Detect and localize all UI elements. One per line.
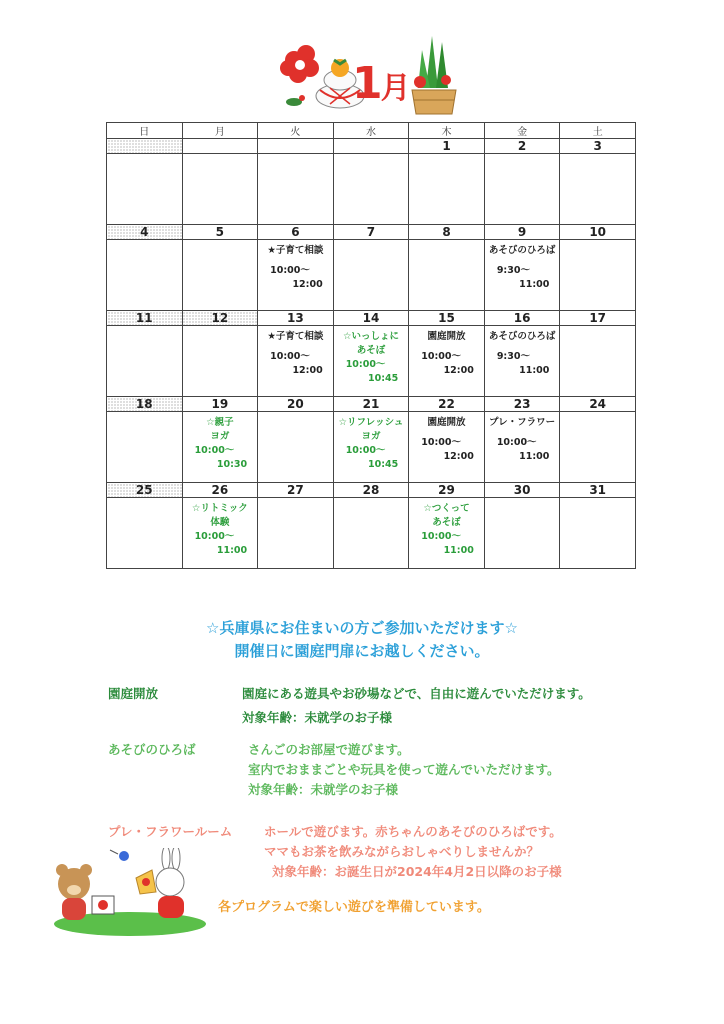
month-title: 1月 (352, 58, 409, 109)
date-cell: 15 (409, 311, 485, 326)
event-name: ☆親子 ヨガ (206, 417, 234, 442)
date-cell: 25 (107, 483, 183, 498)
calendar-event (409, 498, 484, 558)
calendar-event (183, 412, 258, 472)
date-cell: 9 (484, 225, 560, 240)
event-cell (258, 240, 334, 311)
date-cell: 10 (560, 225, 636, 240)
date-cell: 12 (182, 311, 258, 326)
event-cell (182, 412, 258, 483)
program-desc-hiroba-2: 室内でおままごとや玩具を使って遊んでいただけます。 (248, 762, 560, 777)
weekday-header-row (107, 123, 636, 139)
event-cell (182, 498, 258, 569)
event-cell (484, 240, 560, 311)
weekday-label: 土 (560, 123, 636, 139)
leaves-icon (286, 95, 305, 106)
date-cell: 24 (560, 397, 636, 412)
event-start-time: 10:00〜 (421, 351, 461, 362)
event-end-time: 12:00 (443, 365, 474, 376)
rabbit-icon (156, 848, 184, 918)
calendar-event (258, 326, 333, 378)
event-cell (560, 240, 636, 311)
date-cell (107, 139, 183, 154)
event-cell (258, 412, 334, 483)
event-cell (258, 326, 334, 397)
date-cell: 21 (333, 397, 409, 412)
fan-icon (136, 870, 156, 894)
weekday-label: 日 (107, 123, 183, 139)
date-cell: 19 (182, 397, 258, 412)
program-age-garden: 対象年齢：未就学のお子様 (242, 710, 393, 725)
weekday-label: 水 (333, 123, 409, 139)
event-cell (560, 412, 636, 483)
date-cell: 30 (484, 483, 560, 498)
event-end-time: 12:00 (292, 279, 323, 290)
date-cell (333, 139, 409, 154)
event-name: ☆リフレッシュ ヨガ (338, 417, 404, 442)
event-name: ☆リトミック 体験 (191, 503, 248, 528)
calendar-event (485, 326, 560, 378)
event-cell (333, 498, 409, 569)
event-row (107, 498, 636, 569)
notice-line-2: 開催日に園庭門扉にお越しください。 (234, 642, 490, 660)
event-cell (107, 154, 183, 225)
event-start-time: 10:00〜 (496, 437, 537, 448)
event-cell (333, 240, 409, 311)
program-desc-pre-1: ホールで遊びます。赤ちゃんのあそびのひろばです。 (264, 824, 562, 839)
event-end-time: 11:00 (443, 545, 474, 556)
event-end-time: 11:00 (519, 365, 550, 376)
event-name: ★子育て相談 (267, 245, 324, 256)
date-cell: 23 (484, 397, 560, 412)
event-row (107, 154, 636, 225)
calendar-event (334, 326, 409, 386)
event-name: 園庭開放 (427, 417, 466, 428)
event-start-time: 9:30〜 (496, 265, 530, 276)
date-cell: 22 (409, 397, 485, 412)
date-cell (182, 139, 258, 154)
event-end-time: 11:00 (519, 279, 550, 290)
kite-icon (92, 896, 114, 914)
calendar-event (409, 326, 484, 378)
event-cell (560, 326, 636, 397)
event-end-time: 11:00 (519, 451, 550, 462)
event-cell (484, 498, 560, 569)
event-cell (484, 154, 560, 225)
date-cell: 7 (333, 225, 409, 240)
event-cell (409, 154, 485, 225)
date-row (107, 139, 636, 154)
event-cell (333, 154, 409, 225)
plum-flower-icon (280, 45, 319, 83)
date-cell: 20 (258, 397, 334, 412)
event-cell (107, 498, 183, 569)
event-name: 園庭開放 (427, 331, 466, 342)
calendar-event (409, 412, 484, 464)
event-cell (182, 154, 258, 225)
bear-rabbit-illustration (48, 848, 208, 938)
event-cell (484, 412, 560, 483)
event-name: ☆いっしょに あそぼ (342, 331, 399, 356)
date-cell: 6 (258, 225, 334, 240)
bear-icon (56, 864, 92, 920)
event-start-time: 10:00〜 (421, 437, 461, 448)
event-start-time: 10:00〜 (194, 445, 235, 456)
program-desc-hiroba-1: さんごのお部屋で遊びます。 (248, 742, 410, 757)
date-cell: 8 (409, 225, 485, 240)
program-desc-garden: 園庭にある遊具やお砂場などで、自由に遊んでいただけます。 (242, 686, 591, 701)
program-age-hiroba: 対象年齢：未就学のお子様 (248, 782, 399, 797)
event-end-time: 12:00 (292, 365, 323, 376)
calendar-event (183, 498, 258, 558)
spinning-top-icon (110, 850, 129, 861)
weekday-label: 月 (182, 123, 258, 139)
date-cell: 11 (107, 311, 183, 326)
date-cell (258, 139, 334, 154)
calendar-event (334, 412, 409, 472)
event-cell (107, 412, 183, 483)
event-start-time: 10:00〜 (421, 531, 461, 542)
event-cell (258, 498, 334, 569)
program-label-hiroba: あそびのひろば (108, 742, 196, 757)
date-cell: 29 (409, 483, 485, 498)
date-cell: 26 (182, 483, 258, 498)
event-start-time: 10:00〜 (270, 351, 310, 362)
event-name: ★子育て相談 (267, 331, 324, 342)
program-label-pre: プレ・フラワールーム (108, 824, 233, 839)
date-cell: 16 (484, 311, 560, 326)
date-cell: 18 (107, 397, 183, 412)
event-name: ☆つくって あそぼ (423, 503, 470, 528)
program-desc-pre-2: ママもお茶を飲みながらおしゃべりしませんか？ (264, 844, 540, 859)
date-row (107, 225, 636, 240)
date-cell: 3 (560, 139, 636, 154)
event-name: あそびのひろば (488, 331, 556, 342)
closing-message: 各プログラムで楽しい遊びを準備しています。 (218, 900, 490, 915)
weekday-label: 金 (484, 123, 560, 139)
date-row (107, 483, 636, 498)
event-end-time: 10:45 (368, 373, 399, 384)
event-start-time: 10:00〜 (345, 445, 386, 456)
calendar-event (485, 412, 560, 464)
event-end-time: 10:30 (216, 459, 248, 470)
event-cell (409, 498, 485, 569)
event-cell (409, 240, 485, 311)
calendar-event (485, 240, 560, 292)
date-cell: 14 (333, 311, 409, 326)
event-start-time: 9:30〜 (496, 351, 530, 362)
calendar-table (106, 122, 636, 569)
event-end-time: 12:00 (443, 451, 474, 462)
calendar-event (258, 240, 333, 292)
date-cell: 17 (560, 311, 636, 326)
program-age-pre: 対象年齢：お誕生日が2024年4月2日以降のお子様 (272, 864, 562, 879)
event-cell (560, 154, 636, 225)
event-cell (333, 326, 409, 397)
event-cell (182, 240, 258, 311)
event-start-time: 10:00〜 (194, 531, 235, 542)
event-cell (258, 154, 334, 225)
date-row (107, 397, 636, 412)
event-cell (333, 412, 409, 483)
kadomatsu-icon (412, 36, 456, 114)
event-cell (182, 326, 258, 397)
weekday-label: 木 (409, 123, 485, 139)
date-cell: 4 (107, 225, 183, 240)
notice-line-1: ☆兵庫県にお住まいの方ご参加いただけます☆ (206, 619, 518, 637)
event-name: あそびのひろば (488, 245, 556, 256)
event-start-time: 10:00〜 (345, 359, 386, 370)
event-cell (107, 240, 183, 311)
date-row (107, 311, 636, 326)
event-cell (484, 326, 560, 397)
weekday-label: 火 (258, 123, 334, 139)
date-cell: 28 (333, 483, 409, 498)
event-row (107, 326, 636, 397)
date-cell: 13 (258, 311, 334, 326)
date-cell: 1 (409, 139, 485, 154)
date-cell: 5 (182, 225, 258, 240)
event-cell (107, 326, 183, 397)
event-cell (560, 498, 636, 569)
date-cell: 2 (484, 139, 560, 154)
date-cell: 27 (258, 483, 334, 498)
event-row (107, 412, 636, 483)
event-cell (409, 326, 485, 397)
event-name: プレ・フラワー (489, 417, 556, 428)
program-label-garden: 園庭開放 (108, 686, 159, 701)
event-start-time: 10:00〜 (270, 265, 310, 276)
date-cell: 31 (560, 483, 636, 498)
event-cell (409, 412, 485, 483)
event-end-time: 10:45 (368, 459, 399, 470)
event-row (107, 240, 636, 311)
event-end-time: 11:00 (216, 545, 248, 556)
